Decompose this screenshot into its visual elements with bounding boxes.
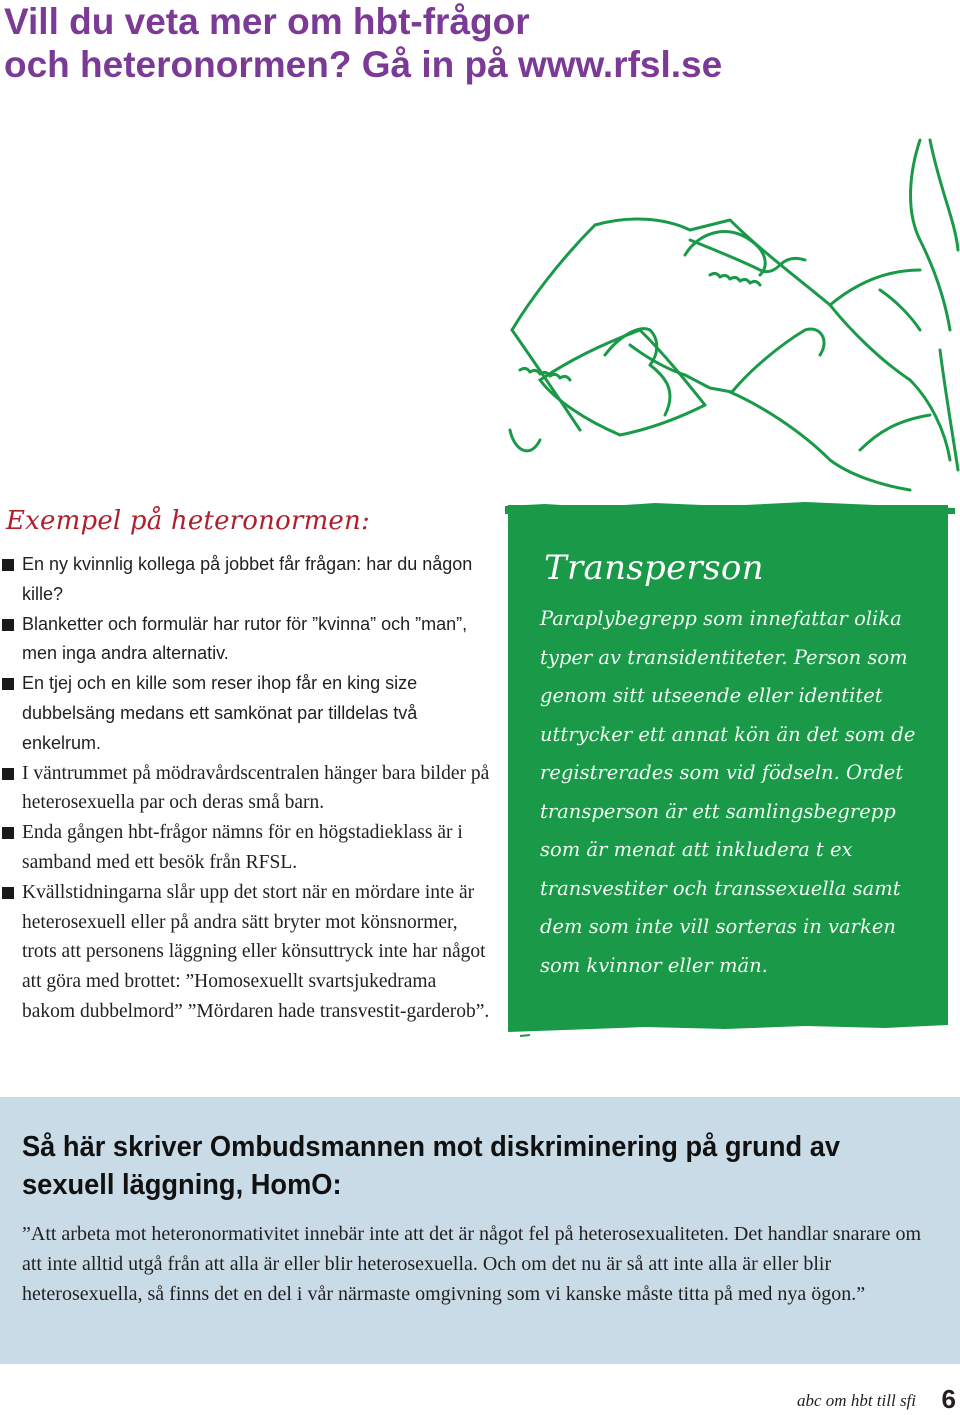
list-item-text: En ny kvinnlig kollega på jobbet får frågan: har du någon kille? — [22, 554, 473, 604]
list-item-text: I väntrummet på mödravårdscentralen hänger bara bilder på heterosexuella par och deras små barn. — [22, 762, 490, 814]
list-item-text: Kvällstidningarna slår upp det stort när en mördare inte är heterosexuell eller på andra sätt bryter mot könsnormer, trots att personens läggning eller könsuttryck inte har något att göra med brottet: ”Homosexuellt svartsjukedrama bakom dubbelmord” ”Mördaren hade transvestit-garderob”. — [22, 881, 490, 1022]
list-item — [22, 550, 492, 610]
box-rough-edge — [505, 500, 955, 514]
transperson-title: Transperson — [544, 548, 764, 588]
page-number: 6 — [941, 1384, 956, 1414]
list-item — [22, 759, 492, 819]
examples-heading: Exempel på heteronormen: — [6, 506, 370, 536]
square-bullet-icon — [2, 559, 14, 571]
transperson-definition: Paraplybegrepp som innefattar olika typer av transidentiteter. Person som genom sitt utseende eller identitet uttrycker ett annat kön än det som de registrerades som vid födseln. Ordet transperson är ett samlingsbegrepp som är menat att inkludera t ex transvestiter och transsexuella samt dem som inte vill sorteras in varken som kvinnor eller män. — [540, 607, 916, 977]
list-item-text: Enda gången hbt-frågor nämns för en högstadieklass är i samband med ett besök från RFSL. — [22, 822, 463, 873]
square-bullet-icon — [2, 768, 14, 780]
examples-list — [22, 550, 492, 1027]
quote-text: ”Att arbeta mot heteronormativitet innebär inte att det är något fel på heterosexualiteten. Det handlar snarare om att inte alltid utgå från att alla är eller blir heterosexuella. Och om det nu är så att inte alla är eller blir heterosexuella, så finns det en del i vår närmaste omgivning som vi kanske måste titta på med nya ögon.” — [22, 1223, 922, 1305]
quote-heading: Så här skriver Ombudsmannen mot diskriminering på grund av sexuell läggning, HomO: — [22, 1131, 841, 1201]
square-bullet-icon — [2, 678, 14, 690]
page-title — [4, 0, 904, 86]
list-item — [22, 818, 492, 878]
hands-writing-illustration — [500, 130, 960, 500]
list-item — [22, 878, 492, 1027]
list-item — [22, 669, 492, 758]
publication-name: abc om hbt till sfi — [797, 1391, 916, 1410]
page-title-line-2: och heteronormen? Gå in på www.rfsl.se — [4, 44, 723, 85]
page-title-line-1: Vill du veta mer om hbt-frågor — [4, 1, 530, 42]
box-rough-edge — [505, 1016, 955, 1040]
list-item-text: Blanketter och formulär har rutor för ”kvinna” och ”man”, men inga andra alternativ. — [22, 613, 468, 664]
square-bullet-icon — [2, 887, 14, 899]
square-bullet-icon — [2, 619, 14, 631]
square-bullet-icon — [2, 827, 14, 839]
list-item — [22, 610, 492, 670]
list-item-text: En tjej och en kille som reser ihop får en king size dubbelsäng medans ett samkönat par tilldelas två enkelrum. — [22, 673, 418, 753]
